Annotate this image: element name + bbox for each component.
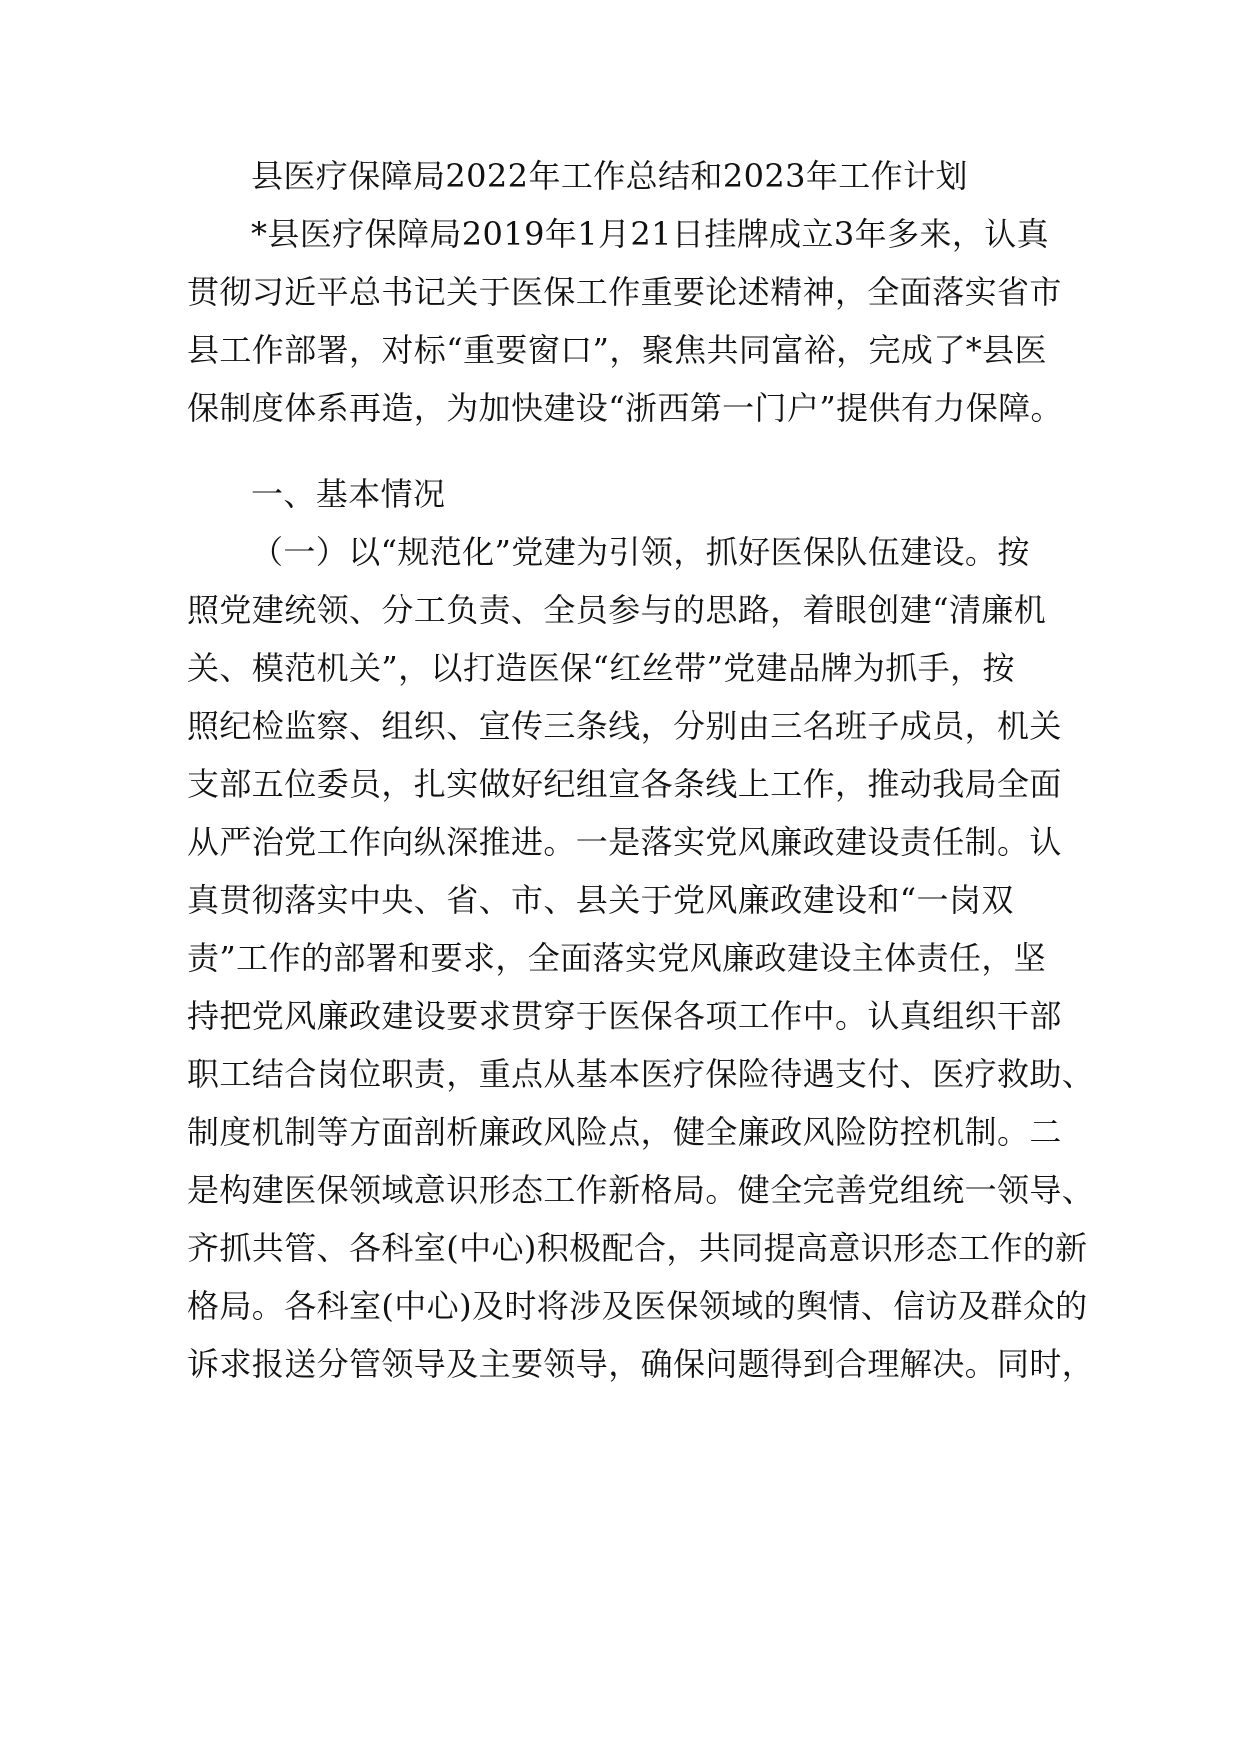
intro-line-2: 贯彻习近平总书记关于医保工作重要论述精神，全面落实省市 — [187, 273, 1062, 311]
body-line: 责”工作的部署和要求，全面落实党风廉政建设主体责任，坚 — [187, 939, 1047, 977]
body-line: 是构建医保领域意识形态工作新格局。健全完善党组统一领导、 — [187, 1171, 1095, 1209]
document-title: 县医疗保障局2022年工作总结和2023年工作计划 — [251, 157, 968, 195]
body-line: 诉求报送分管领导及主要领导，确保问题得到合理解决。同时， — [187, 1345, 1095, 1383]
body-line: 齐抓共管、各科室(中心)积极配合，共同提高意识形态工作的新 — [187, 1229, 1088, 1267]
body-line: 持把党风廉政建设要求贯穿于医保各项工作中。认真组织干部 — [187, 997, 1062, 1035]
body-line: 支部五位委员，扎实做好纪组宣各条线上工作，推动我局全面 — [187, 765, 1062, 803]
body-line: 关、模范机关”，以打造医保“红丝带”党建品牌为抓手，按 — [187, 649, 1015, 687]
intro-line-4: 保制度体系再造，为加快建设“浙西第一门户”提供有力保障。 — [187, 389, 1063, 427]
body-line: 制度机制等方面剖析廉政风险点，健全廉政风险防控机制。二 — [187, 1113, 1062, 1151]
body-line: 格局。各科室(中心)及时将涉及医保领域的舆情、信访及群众的 — [187, 1287, 1088, 1325]
body-line: （一）以“规范化”党建为引领，抓好医保队伍建设。按 — [251, 533, 1030, 571]
intro-line-1: *县医疗保障局2019年1月21日挂牌成立3年多来，认真 — [251, 215, 1050, 253]
intro-line-3: 县工作部署，对标“重要窗口”，聚焦共同富裕，完成了*县医 — [187, 331, 1047, 369]
section-heading: 一、基本情况 — [251, 475, 446, 513]
body-line: 真贯彻落实中央、省、市、县关于党风廉政建设和“一岗双 — [187, 881, 1014, 919]
body-line: 照纪检监察、组织、宣传三条线，分别由三名班子成员，机关 — [187, 707, 1062, 745]
body-line: 职工结合岗位职责，重点从基本医疗保险待遇支付、医疗救助、 — [187, 1055, 1095, 1093]
body-line: 照党建统领、分工负责、全员参与的思路，着眼创建“清廉机 — [187, 591, 1047, 629]
body-line: 从严治党工作向纵深推进。一是落实党风廉政建设责任制。认 — [187, 823, 1062, 861]
